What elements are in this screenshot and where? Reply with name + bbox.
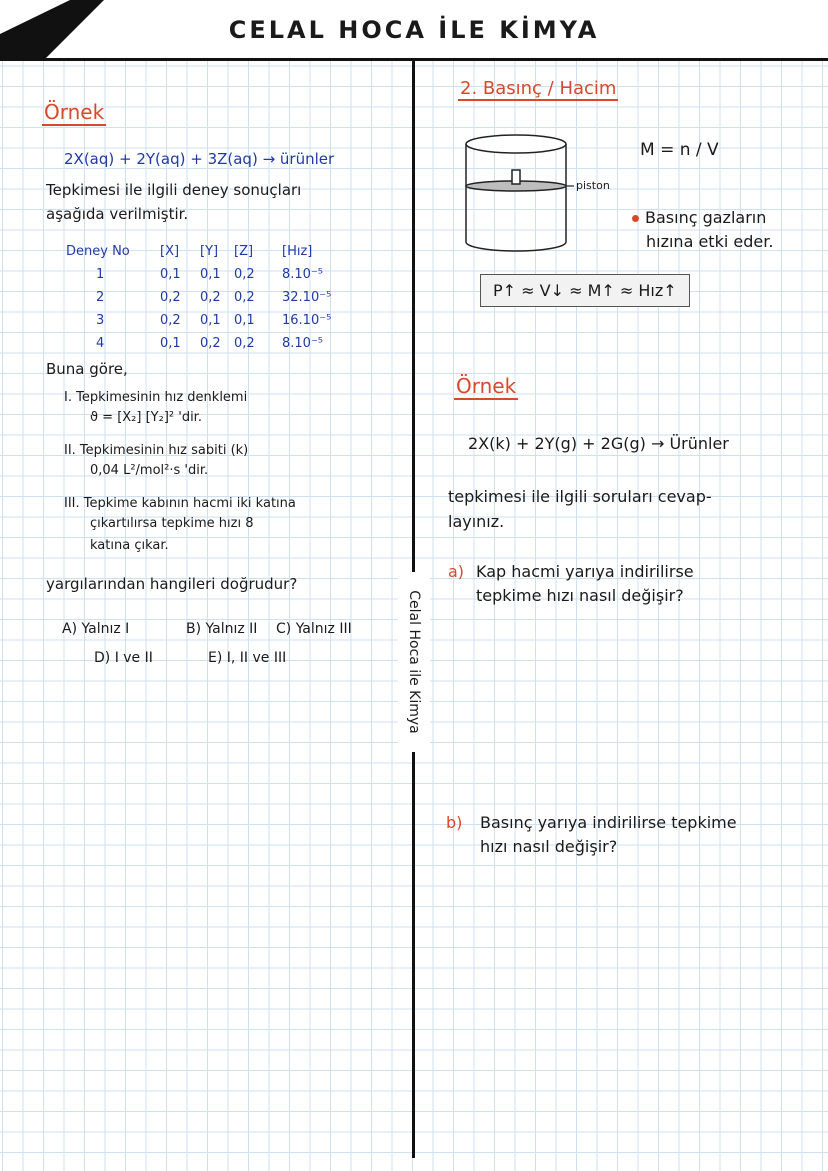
table-cell: 3	[96, 313, 105, 328]
table-row	[66, 309, 342, 332]
statement-3-line2: çıkartılırsa tepkime hızı 8	[90, 516, 254, 531]
option-c: C) Yalnız III	[276, 621, 352, 637]
right-heading-ornek: Örnek	[456, 374, 517, 398]
table-cell: 0,2	[234, 290, 255, 305]
table-cell: 0,2	[200, 336, 221, 351]
left-heading-ornek: Örnek	[44, 100, 105, 124]
question-b-line1: Basınç yarıya indirilirse tepkime	[480, 813, 737, 832]
buna-gore: Buna göre,	[46, 360, 128, 378]
option-b: B) Yalnız II	[186, 621, 258, 637]
statement-3-line3: katına çıkar.	[90, 538, 169, 553]
question-b-line2: hızı nasıl değişir?	[480, 837, 618, 856]
pressure-relation-box: P↑ ≈ V↓ ≈ M↑ ≈ Hız↑	[480, 274, 690, 307]
table-cell: 1	[96, 267, 105, 282]
question-a-line1: Kap hacmi yarıya indirilirse	[476, 562, 694, 581]
question-b-letter: b)	[446, 813, 463, 832]
left-intro-line2: aşağıda verilmiştir.	[46, 205, 189, 223]
table-cell: 2	[96, 290, 105, 305]
statement-1-line2: ϑ = [X₂] [Y₂]² 'dir.	[90, 410, 202, 425]
table-cell: 0,2	[200, 290, 221, 305]
table-cell: 0,2	[234, 267, 255, 282]
table-cell: 0,1	[200, 267, 221, 282]
right-heading-basinc: 2. Basınç / Hacim	[460, 78, 617, 99]
table-cell: 0,1	[234, 313, 255, 328]
table-header-cell: Deney No	[66, 244, 130, 259]
left-intro-line1: Tepkimesi ile ilgili deney sonuçları	[46, 181, 302, 199]
table-cell: 0,1	[200, 313, 221, 328]
statement-2-line1: II. Tepkimesinin hız sabiti (k)	[64, 443, 249, 458]
bullet-icon	[632, 215, 639, 222]
table-cell: 8.10⁻⁵	[282, 336, 324, 351]
table-row	[66, 286, 342, 309]
table-cell: 32.10⁻⁵	[282, 290, 332, 305]
table-cell: 4	[96, 336, 105, 351]
question-text: yargılarından hangileri doğrudur?	[46, 575, 298, 593]
table-header-cell: [X]	[160, 244, 180, 259]
option-a: A) Yalnız I	[62, 621, 130, 637]
table-cell: 16.10⁻⁵	[282, 313, 332, 328]
question-a-letter: a)	[448, 562, 465, 581]
side-label-text: Celal Hoca ile Kimya	[406, 590, 422, 734]
table-cell: 0,1	[160, 336, 181, 351]
left-reaction: 2X(aq) + 2Y(aq) + 3Z(aq) → ürünler	[64, 150, 335, 168]
molarity-formula: M = n / V	[640, 140, 719, 160]
bullet-line1	[632, 208, 766, 227]
table-row	[66, 332, 342, 355]
table-cell: 0,1	[160, 267, 181, 282]
table-header-cell: [Z]	[234, 244, 254, 259]
option-d: D) I ve II	[94, 650, 153, 666]
statement-2-line2: 0,04 L²/mol²·s 'dir.	[90, 463, 209, 478]
right-intro-line2: layınız.	[448, 512, 505, 531]
table-cell: 0,2	[160, 313, 181, 328]
cylinder-piston-icon	[462, 130, 622, 255]
piston-label: piston	[576, 179, 610, 192]
bullet-line2: hızına etki eder.	[646, 232, 774, 251]
table-header-cell: [Y]	[200, 244, 219, 259]
table-row	[66, 263, 342, 286]
page-title: CELAL HOCA İLE KİMYA	[228, 16, 600, 44]
right-intro-line1: tepkimesi ile ilgili soruları cevap-	[448, 487, 712, 506]
bullet-line1-text: Basınç gazların	[645, 208, 767, 227]
experiment-table	[66, 240, 342, 355]
table-header-row	[66, 240, 342, 263]
table-header-cell: [Hız]	[282, 244, 313, 259]
table-cell: 8.10⁻⁵	[282, 267, 324, 282]
question-a-line2: tepkime hızı nasıl değişir?	[476, 586, 684, 605]
table-cell: 0,2	[160, 290, 181, 305]
side-label	[398, 572, 430, 752]
statement-1-line1: I. Tepkimesinin hız denklemi	[64, 390, 248, 405]
option-e: E) I, II ve III	[208, 650, 287, 666]
right-reaction: 2X(k) + 2Y(g) + 2G(g) → Ürünler	[468, 434, 729, 453]
table-cell: 0,2	[234, 336, 255, 351]
statement-3-line1: III. Tepkime kabının hacmi iki katına	[64, 496, 296, 511]
